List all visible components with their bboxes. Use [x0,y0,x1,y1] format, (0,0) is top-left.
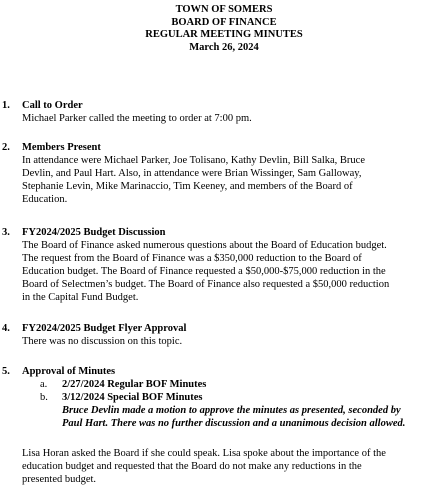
body-line: Devlin, and Paul Hart. Also, in attendance were Brian Wissinger, Sam Galloway, [22,168,362,179]
section-title: FY2024/2025 Budget Flyer Approval [22,323,187,334]
body-line: The Board of Finance asked numerous questions about the Board of Education budget. [22,240,387,251]
body-line: Education budget. The Board of Finance requested a $50,000-$75,000 reduction in the [22,266,386,277]
item-label: a. [40,379,48,390]
body-line: presented budget. [22,474,97,485]
body-line: There was no discussion on this topic. [22,336,183,347]
item-text: 2/27/2024 Regular BOF Minutes [62,379,207,390]
body-line: Lisa Horan asked the Board if she could speak. Lisa spoke about the importance of the [22,448,386,459]
item-text: 3/12/2024 Special BOF Minutes [62,392,203,403]
minutes-item [40,391,203,404]
section-number: 5. [2,366,10,377]
section-body [22,154,442,206]
town-name: TOWN OF SOMERS [175,4,273,15]
section-body [22,335,442,348]
body-line: in the Capital Fund Budget. [22,292,139,303]
section-title: Call to Order [22,100,83,111]
public-comment [22,447,442,486]
section-title: Members Present [22,142,101,153]
section-title: Approval of Minutes [22,366,116,377]
board-name: BOARD OF FINANCE [171,16,277,28]
document-header [0,4,448,54]
item-label: b. [40,392,48,403]
body-line: education budget and requested that the Board do not make any reductions in the [22,461,362,472]
meeting-type: REGULAR MEETING MINUTES [145,29,303,40]
minutes-item [40,378,206,391]
body-line: Michael Parker called the meeting to order at 7:00 pm. [22,113,252,124]
section-body [22,112,442,125]
body-line: The request from the Board of Finance was a $350,000 reduction to the Board of [22,253,362,264]
body-line: Education. [22,194,68,205]
section-number: 4. [2,323,10,334]
section-title: FY2024/2025 Budget Discussion [22,227,166,238]
motion-line: Paul Hart. There was no further discussion and a unanimous decision allowed. [62,418,406,429]
section-body [22,239,442,304]
section-number: 3. [2,227,10,238]
body-line: Stephanie Levin, Mike Marinaccio, Tim Keeney, and members of the Board of [22,181,353,192]
section-number: 1. [2,100,10,111]
body-line: Board of Selectmen’s budget. The Board of Finance also requested a $50,000 reduction [22,279,390,290]
body-line: In attendance were Michael Parker, Joe Tolisano, Kathy Devlin, Bill Salka, Bruce [22,155,366,166]
meeting-date: March 26, 2024 [189,41,259,53]
section-number: 2. [2,142,10,153]
motion-line: Bruce Devlin made a motion to approve the minutes as presented, seconded by [62,405,401,416]
